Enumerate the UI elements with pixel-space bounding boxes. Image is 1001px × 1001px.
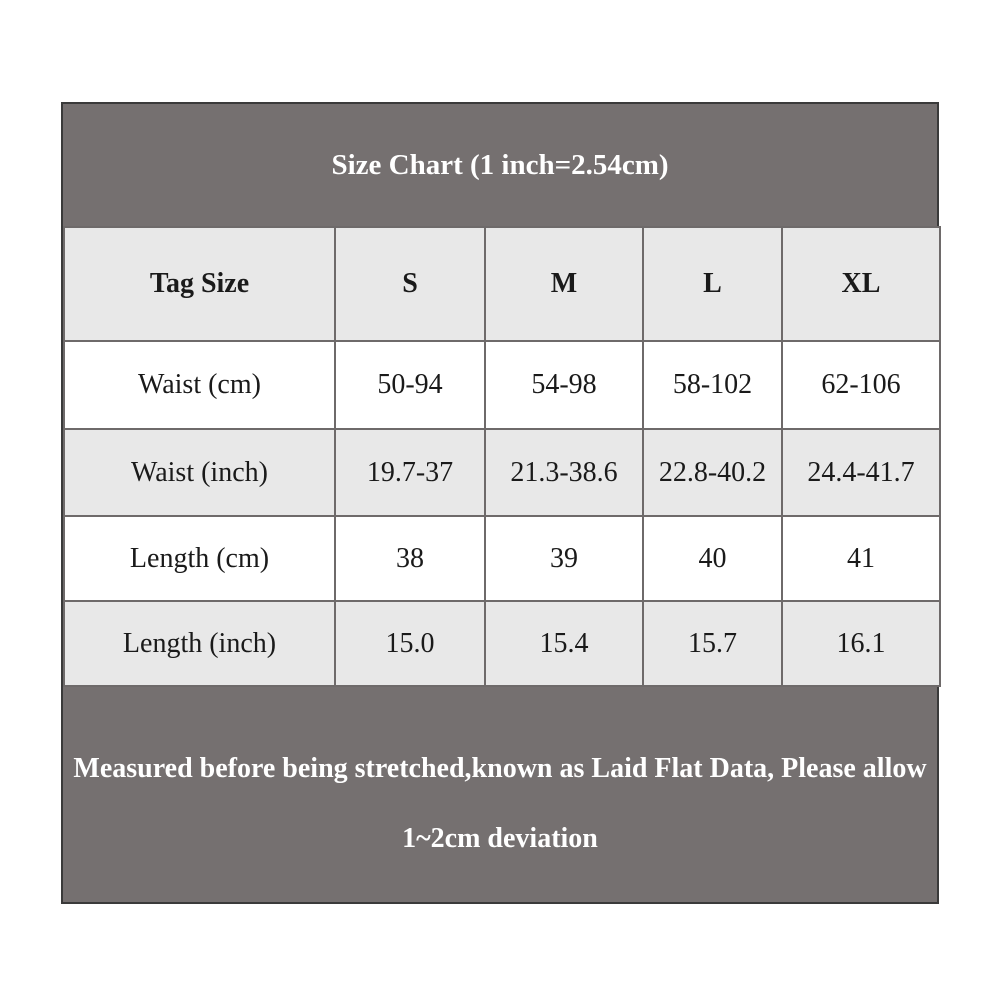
chart-title: Size Chart (1 inch=2.54cm): [331, 148, 669, 181]
table-cell: 38: [335, 516, 485, 601]
measurement-note: [63, 694, 937, 902]
table-cell: 39: [485, 516, 643, 601]
table-cell: 54-98: [485, 341, 643, 429]
table-cell: 15.4: [485, 601, 643, 686]
table-cell: 41: [782, 516, 940, 601]
row-label: Waist (cm): [64, 341, 335, 429]
header-cell-s: S: [335, 227, 485, 341]
table-row-waist-cm: [64, 341, 940, 429]
table-cell: 15.7: [643, 601, 782, 686]
note-line-1: Measured before being stretched,known as Laid Flat Data, Please allow: [73, 753, 927, 784]
header-cell-l: L: [643, 227, 782, 341]
size-chart: [61, 102, 939, 904]
note-line-2: 1~2cm deviation: [402, 823, 598, 854]
header-cell-tag-size: Tag Size: [64, 227, 335, 341]
chart-title-band: [63, 104, 937, 226]
table-row-length-inch: [64, 601, 940, 686]
row-label: Length (cm): [64, 516, 335, 601]
table-cell: 40: [643, 516, 782, 601]
table-row-waist-inch: [64, 429, 940, 516]
table-row-length-cm: [64, 516, 940, 601]
header-cell-xl: XL: [782, 227, 940, 341]
table-cell: 62-106: [782, 341, 940, 429]
size-table: [63, 226, 941, 687]
row-label: Waist (inch): [64, 429, 335, 516]
table-cell: 16.1: [782, 601, 940, 686]
table-cell: 15.0: [335, 601, 485, 686]
table-cell: 19.7-37: [335, 429, 485, 516]
table-cell: 24.4-41.7: [782, 429, 940, 516]
row-label: Length (inch): [64, 601, 335, 686]
table-header-row: [64, 227, 940, 341]
table-cell: 58-102: [643, 341, 782, 429]
table-cell: 21.3-38.6: [485, 429, 643, 516]
table-cell: 50-94: [335, 341, 485, 429]
table-cell: 22.8-40.2: [643, 429, 782, 516]
header-cell-m: M: [485, 227, 643, 341]
